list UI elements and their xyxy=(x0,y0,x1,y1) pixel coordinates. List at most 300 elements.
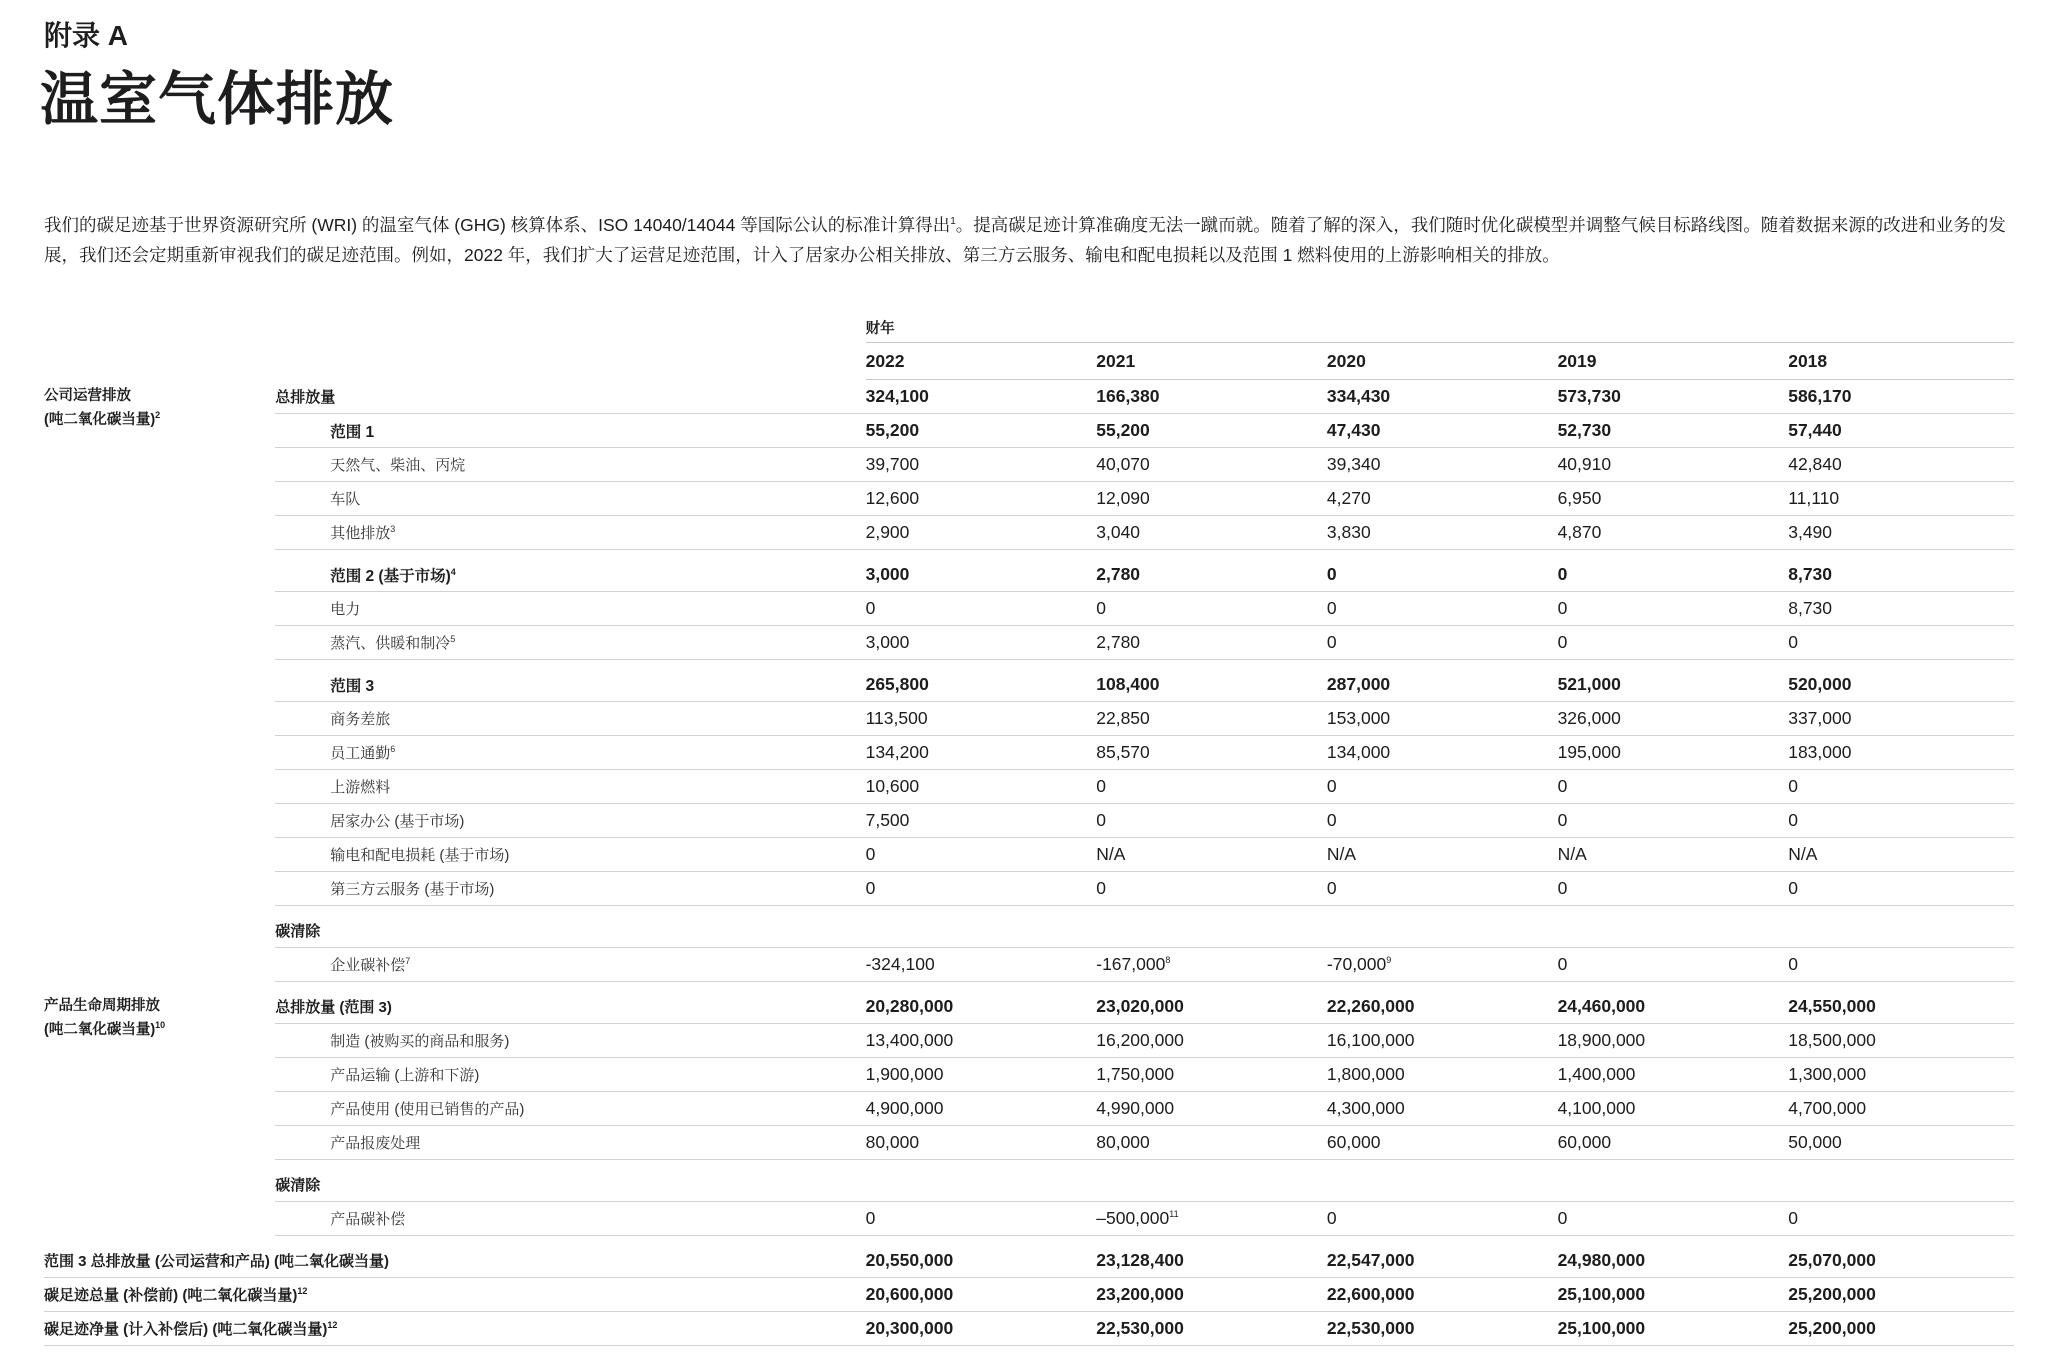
value-cell-2021 xyxy=(1096,1244,1327,1278)
value-cell-2021 xyxy=(1096,1126,1327,1160)
value-text: 1,300,000 xyxy=(1788,1064,1867,1084)
value-text: 16,100,000 xyxy=(1326,1030,1415,1050)
scope1-item-row xyxy=(44,516,2014,550)
value-cell-2018 xyxy=(1788,380,2014,414)
fiscal-year-label: 财年 xyxy=(865,321,895,337)
scope1-row xyxy=(44,414,2014,448)
value-cell-2021 xyxy=(1096,380,1327,414)
value-cell-2019 xyxy=(1558,838,1789,872)
row-label-text: 产品使用 (使用已销售的产品) xyxy=(330,1101,525,1118)
value-cell-2020 xyxy=(1327,448,1558,482)
footnote-ref: 2 xyxy=(155,409,161,420)
value-cell-2018 xyxy=(1788,516,2014,550)
value-cell-2020 xyxy=(1327,736,1558,770)
value-cell-2022 xyxy=(866,516,1097,550)
value-text: 1,900,000 xyxy=(865,1064,944,1084)
value-text: 20,550,000 xyxy=(865,1250,954,1270)
row-label xyxy=(275,1058,865,1092)
value-cell-2021 xyxy=(1096,1024,1327,1058)
row-label xyxy=(275,702,865,736)
value-cell-2021 xyxy=(1096,448,1327,482)
value-text: 25,070,000 xyxy=(1788,1250,1876,1270)
value-cell-2019 xyxy=(1558,1312,1789,1346)
value-cell-2018 xyxy=(1788,872,2014,906)
row-label-text: 产品碳补偿 xyxy=(330,1211,406,1228)
empty-cell xyxy=(866,914,2014,948)
value-cell-2018 xyxy=(1788,1058,2014,1092)
value-text: 39,340 xyxy=(1326,454,1381,474)
value-cell-2019 xyxy=(1558,736,1789,770)
value-text: 0 xyxy=(1788,632,1798,652)
spacer-row xyxy=(44,1236,2014,1245)
value-cell-2022 xyxy=(866,1202,1097,1236)
value-text: 0 xyxy=(1557,810,1568,830)
value-text: 1,800,000 xyxy=(1326,1064,1405,1084)
value-cell-2019 xyxy=(1558,380,1789,414)
value-text: 0 xyxy=(1788,776,1798,796)
value-cell-2021 xyxy=(1096,626,1327,660)
value-text: 22,530,000 xyxy=(1326,1318,1415,1338)
group-title: 公司运营排放 xyxy=(44,387,131,404)
value-cell-2018 xyxy=(1788,668,2014,702)
value-text: 25,200,000 xyxy=(1788,1284,1876,1304)
value-text: 22,530,000 xyxy=(1096,1318,1184,1338)
value-text: 3,040 xyxy=(1096,522,1141,542)
value-text: 55,200 xyxy=(865,420,920,440)
value-cell-2019 xyxy=(1558,592,1789,626)
value-cell-2020 xyxy=(1327,558,1558,592)
footnote-ref: 8 xyxy=(1165,955,1171,966)
value-cell-2018 xyxy=(1788,990,2014,1024)
value-text: 108,400 xyxy=(1096,674,1160,694)
value-text: 11,110 xyxy=(1788,488,1840,508)
value-text: 0 xyxy=(1326,878,1337,898)
value-text: 50,000 xyxy=(1788,1132,1842,1152)
group-unit-text: (吨二氧化碳当量) xyxy=(44,1022,156,1038)
value-text: 52,730 xyxy=(1557,420,1612,440)
value-cell-2020 xyxy=(1327,948,1558,982)
value-cell-2020 xyxy=(1327,838,1558,872)
value-cell-2021 xyxy=(1096,1092,1327,1126)
value-cell-2020 xyxy=(1327,592,1558,626)
value-cell-2019 xyxy=(1558,1202,1789,1236)
value-cell-2022 xyxy=(866,804,1097,838)
value-cell-2022 xyxy=(866,626,1097,660)
product-removals-row xyxy=(44,1168,2014,1202)
value-text: 586,170 xyxy=(1788,386,1852,406)
value-text: 57,440 xyxy=(1788,420,1842,440)
summary-row xyxy=(44,1244,2014,1278)
value-text: N/A xyxy=(1326,844,1357,864)
empty-cell xyxy=(866,1168,2014,1202)
row-label xyxy=(275,414,865,448)
value-text: 24,980,000 xyxy=(1557,1250,1646,1270)
footnote-ref: 3 xyxy=(390,524,396,534)
value-cell-2018 xyxy=(1788,1092,2014,1126)
value-cell-2019 xyxy=(1558,770,1789,804)
value-text: 0 xyxy=(865,878,876,898)
row-label xyxy=(275,558,865,592)
value-cell-2020 xyxy=(1327,990,1558,1024)
value-text: 24,460,000 xyxy=(1557,996,1646,1016)
value-cell-2018 xyxy=(1788,736,2014,770)
value-cell-2020 xyxy=(1327,1092,1558,1126)
row-label-text: 输电和配电损耗 (基于市场) xyxy=(330,847,510,864)
value-cell-2022 xyxy=(866,1024,1097,1058)
value-cell-2018 xyxy=(1788,414,2014,448)
scope2-item-row xyxy=(44,626,2014,660)
value-cell-2020 xyxy=(1327,1058,1558,1092)
value-cell-2022 xyxy=(866,558,1097,592)
summary-row xyxy=(44,1312,2014,1346)
value-text: N/A xyxy=(1788,844,1818,864)
row-label-text: 产品报废处理 xyxy=(330,1135,421,1152)
value-cell-2018 xyxy=(1788,1202,2014,1236)
spacer-row xyxy=(44,1160,2014,1169)
value-cell-2018 xyxy=(1788,626,2014,660)
value-cell-2021 xyxy=(1096,736,1327,770)
row-label-text: 碳清除 xyxy=(275,923,321,940)
value-text: 20,300,000 xyxy=(865,1318,954,1338)
scope1-item-row xyxy=(44,482,2014,516)
value-text: 20,280,000 xyxy=(865,996,954,1016)
row-label xyxy=(275,770,865,804)
value-cell-2019 xyxy=(1558,626,1789,660)
value-cell-2018 xyxy=(1788,770,2014,804)
value-text: 0 xyxy=(1788,954,1798,974)
value-cell-2022 xyxy=(866,1312,1097,1346)
value-text: 2,900 xyxy=(865,522,910,542)
row-label xyxy=(275,516,865,550)
value-cell-2021 xyxy=(1096,770,1327,804)
value-text: 166,380 xyxy=(1096,386,1160,406)
value-cell-2022 xyxy=(866,1278,1097,1312)
value-text: 0 xyxy=(1557,564,1568,584)
value-text: 520,000 xyxy=(1788,674,1852,694)
value-cell-2019 xyxy=(1558,482,1789,516)
value-text: 60,000 xyxy=(1326,1132,1381,1152)
value-cell-2019 xyxy=(1558,1092,1789,1126)
product-total-row xyxy=(44,990,2014,1024)
value-cell-2020 xyxy=(1327,1202,1558,1236)
value-cell-2019 xyxy=(1558,1058,1789,1092)
spacer-cell xyxy=(275,1160,2014,1169)
group-unit xyxy=(44,408,275,432)
value-cell-2021 xyxy=(1096,668,1327,702)
value-text: 3,830 xyxy=(1326,522,1371,542)
scope3-item-row xyxy=(44,838,2014,872)
footnote-ref: 12 xyxy=(297,1286,308,1296)
group-unit-text: (吨二氧化碳当量) xyxy=(44,411,156,428)
scope1-item-row xyxy=(44,448,2014,482)
value-text: 40,070 xyxy=(1096,454,1150,474)
value-cell-2022 xyxy=(866,990,1097,1024)
row-label xyxy=(275,1168,865,1202)
summary-label-text: 范围 3 总排放量 (公司运营和产品) (吨二氧化碳当量) xyxy=(44,1253,389,1270)
footnote-ref: 7 xyxy=(405,956,411,966)
value-text: 12,600 xyxy=(865,488,920,508)
year-header: 2022 xyxy=(866,343,1097,380)
row-label-text: 制造 (被购买的商品和服务) xyxy=(330,1033,510,1050)
value-text: 40,910 xyxy=(1557,454,1612,474)
year-header: 2021 xyxy=(1096,343,1327,380)
value-cell-2022 xyxy=(866,736,1097,770)
value-cell-2019 xyxy=(1558,516,1789,550)
row-label xyxy=(275,838,865,872)
footnote-ref: 4 xyxy=(450,566,456,577)
summary-label xyxy=(44,1244,866,1278)
value-text: 337,000 xyxy=(1788,708,1852,728)
value-text: 22,547,000 xyxy=(1326,1250,1415,1270)
row-label xyxy=(275,592,865,626)
footnote-ref: 9 xyxy=(1386,955,1392,966)
value-cell-2021 xyxy=(1096,1202,1327,1236)
value-cell-2019 xyxy=(1558,702,1789,736)
value-cell-2022 xyxy=(866,872,1097,906)
fiscal-year-row xyxy=(44,304,2014,343)
value-cell-2021 xyxy=(1096,838,1327,872)
value-cell-2019 xyxy=(1558,1278,1789,1312)
scope2-row xyxy=(44,558,2014,592)
value-cell-2019 xyxy=(1558,448,1789,482)
product-item-row xyxy=(44,1126,2014,1160)
value-text: 153,000 xyxy=(1326,708,1391,728)
value-cell-2018 xyxy=(1788,1312,2014,1346)
row-label-text: 商务差旅 xyxy=(330,711,391,728)
value-text: 0 xyxy=(865,598,876,618)
footnote-ref: 1 xyxy=(950,215,956,227)
value-cell-2018 xyxy=(1788,592,2014,626)
value-cell-2019 xyxy=(1558,948,1789,982)
value-cell-2022 xyxy=(866,948,1097,982)
scope3-item-row xyxy=(44,702,2014,736)
value-cell-2022 xyxy=(866,1244,1097,1278)
value-text: N/A xyxy=(1096,844,1126,864)
value-cell-2020 xyxy=(1327,770,1558,804)
value-cell-2020 xyxy=(1327,1244,1558,1278)
value-cell-2019 xyxy=(1558,990,1789,1024)
value-text: 0 xyxy=(1557,632,1568,652)
spacer-row xyxy=(44,906,2014,915)
value-cell-2020 xyxy=(1327,380,1558,414)
product-item-row xyxy=(44,1058,2014,1092)
value-cell-2021 xyxy=(1096,948,1327,982)
value-cell-2019 xyxy=(1558,872,1789,906)
value-text: 2,780 xyxy=(1096,564,1141,584)
value-cell-2018 xyxy=(1788,558,2014,592)
group-unit xyxy=(44,1018,275,1042)
row-label-text: 碳清除 xyxy=(275,1177,321,1194)
row-label-text: 产品运输 (上游和下游) xyxy=(330,1067,480,1084)
value-cell-2020 xyxy=(1327,516,1558,550)
value-text: 0 xyxy=(1788,1208,1798,1228)
value-text: 0 xyxy=(1788,810,1798,830)
row-label-text: 范围 3 xyxy=(330,677,375,695)
empty-cell xyxy=(44,343,275,380)
value-cell-2019 xyxy=(1558,1244,1789,1278)
value-text: 521,000 xyxy=(1557,674,1621,694)
value-text: 20,600,000 xyxy=(865,1284,954,1304)
year-header-row xyxy=(44,343,2014,380)
value-cell-2020 xyxy=(1327,702,1558,736)
value-text: 4,100,000 xyxy=(1557,1098,1636,1118)
value-text: 25,100,000 xyxy=(1557,1284,1646,1304)
row-label-text: 总排放量 (范围 3) xyxy=(275,999,392,1016)
value-cell-2021 xyxy=(1096,702,1327,736)
scope3-item-row xyxy=(44,770,2014,804)
value-text: 4,990,000 xyxy=(1096,1098,1175,1118)
row-label xyxy=(275,668,865,702)
value-text: 12,090 xyxy=(1096,488,1150,508)
year-header: 2018 xyxy=(1788,343,2014,380)
row-label xyxy=(275,914,865,948)
product-offset-row xyxy=(44,1202,2014,1236)
product-item-row xyxy=(44,1024,2014,1058)
value-text: 23,020,000 xyxy=(1096,996,1184,1016)
value-cell-2019 xyxy=(1558,668,1789,702)
value-text: 3,000 xyxy=(865,632,910,652)
footnote-ref: 10 xyxy=(155,1020,166,1031)
value-text: –500,000 xyxy=(1096,1208,1170,1228)
row-label-text: 总排放量 xyxy=(275,388,336,406)
value-text: 334,430 xyxy=(1326,386,1391,406)
value-cell-2020 xyxy=(1327,1312,1558,1346)
footnote-ref: 12 xyxy=(327,1320,338,1330)
value-text: 25,100,000 xyxy=(1557,1318,1646,1338)
appendix-label: 附录 A xyxy=(44,20,129,51)
value-cell-2022 xyxy=(866,838,1097,872)
value-cell-2020 xyxy=(1327,1278,1558,1312)
value-cell-2021 xyxy=(1096,414,1327,448)
value-text: 23,128,400 xyxy=(1096,1250,1184,1270)
value-cell-2022 xyxy=(866,414,1097,448)
value-text: 1,400,000 xyxy=(1557,1064,1636,1084)
value-text: 60,000 xyxy=(1557,1132,1612,1152)
spacer-row xyxy=(44,660,2014,669)
value-text: 4,270 xyxy=(1326,488,1371,508)
row-label xyxy=(275,626,865,660)
value-text: 113,500 xyxy=(865,708,928,728)
row-label-text: 天然气、柴油、丙烷 xyxy=(330,457,466,474)
value-text: 0 xyxy=(1788,878,1798,898)
value-cell-2018 xyxy=(1788,1244,2014,1278)
value-cell-2021 xyxy=(1096,482,1327,516)
corporate-total-row xyxy=(44,380,2014,414)
row-label-text: 上游燃料 xyxy=(330,779,391,796)
row-label-text: 电力 xyxy=(330,601,361,618)
value-text: 4,700,000 xyxy=(1788,1098,1867,1118)
spacer-cell xyxy=(275,550,2014,559)
value-text: 8,730 xyxy=(1788,598,1833,618)
value-cell-2018 xyxy=(1788,1126,2014,1160)
value-text: 287,000 xyxy=(1326,674,1391,694)
value-text: 134,200 xyxy=(865,742,929,762)
value-text: 183,000 xyxy=(1788,742,1852,762)
value-cell-2019 xyxy=(1558,414,1789,448)
table-body xyxy=(44,304,2014,1346)
row-label-text: 车队 xyxy=(330,491,361,508)
scope2-item-row xyxy=(44,592,2014,626)
value-text: 324,100 xyxy=(865,386,929,406)
value-text: 0 xyxy=(1557,1208,1568,1228)
row-label xyxy=(275,1024,865,1058)
value-text: 23,200,000 xyxy=(1096,1284,1184,1304)
spacer-cell xyxy=(275,660,2014,669)
intro-text: 我们的碳足迹基于世界资源研究所 (WRI) 的温室气体 (GHG) 核算体系、ISO 14040/14044 等国际公认的标准计算得出 xyxy=(44,214,951,235)
row-label-text: 范围 1 xyxy=(330,423,375,441)
value-cell-2020 xyxy=(1327,414,1558,448)
value-cell-2021 xyxy=(1096,1058,1327,1092)
row-label-text: 第三方云服务 (基于市场) xyxy=(330,881,495,898)
row-label xyxy=(275,482,865,516)
value-cell-2018 xyxy=(1788,448,2014,482)
value-text: 80,000 xyxy=(1096,1132,1150,1152)
value-cell-2019 xyxy=(1558,1024,1789,1058)
intro-text-cont: 。提高碳足迹计算准确度无法一蹴而就。随着了解的深入，我们随时优化碳模型并调整气候目标路线图。随着数据来源的改进和业务的发展，我们还会定期重新审视我们的碳足迹范围。例如，2022 年，我们扩大了运营足迹范围，计入了居家办公相关排放、第三方云服务、输电和配电损耗以及范围 1 燃料使用的上游影响相关的排放。 xyxy=(44,214,2006,265)
row-label-text: 蒸汽、供暖和制冷 xyxy=(330,635,451,652)
value-text: 8,730 xyxy=(1788,564,1833,584)
spacer-row xyxy=(44,982,2014,991)
value-text: 18,900,000 xyxy=(1557,1030,1646,1050)
value-cell-2022 xyxy=(866,668,1097,702)
value-cell-2019 xyxy=(1558,558,1789,592)
value-cell-2021 xyxy=(1096,990,1327,1024)
value-cell-2020 xyxy=(1327,1024,1558,1058)
value-text: 10,600 xyxy=(865,776,920,796)
value-text: 195,000 xyxy=(1557,742,1621,762)
value-text: 0 xyxy=(1096,878,1106,898)
value-text: 2,780 xyxy=(1096,632,1141,652)
group-title: 产品生命周期排放 xyxy=(44,998,160,1014)
value-cell-2020 xyxy=(1327,482,1558,516)
value-text: 4,300,000 xyxy=(1326,1098,1405,1118)
value-cell-2020 xyxy=(1327,668,1558,702)
summary-label xyxy=(44,1312,866,1346)
value-text: 39,700 xyxy=(865,454,920,474)
row-label xyxy=(275,872,865,906)
scope3-item-row xyxy=(44,872,2014,906)
row-label xyxy=(275,804,865,838)
value-text: -324,100 xyxy=(865,954,935,974)
product-item-row xyxy=(44,1092,2014,1126)
value-text: 3,490 xyxy=(1788,522,1833,542)
value-cell-2021 xyxy=(1096,872,1327,906)
value-text: 0 xyxy=(1326,810,1337,830)
value-cell-2021 xyxy=(1096,516,1327,550)
row-label-text: 范围 2 (基于市场) xyxy=(330,567,451,585)
value-cell-2020 xyxy=(1327,872,1558,906)
value-cell-2020 xyxy=(1327,1126,1558,1160)
ghg-emissions-table xyxy=(44,304,2014,1346)
value-cell-2021 xyxy=(1096,1278,1327,1312)
value-cell-2018 xyxy=(1788,838,2014,872)
spacer-cell xyxy=(275,906,2014,915)
footnote-ref: 6 xyxy=(390,744,396,754)
value-text: 0 xyxy=(1096,776,1106,796)
value-cell-2018 xyxy=(1788,948,2014,982)
spacer-row xyxy=(44,550,2014,559)
value-text: 0 xyxy=(865,844,876,864)
value-text: 4,870 xyxy=(1557,522,1602,542)
value-text: 47,430 xyxy=(1326,420,1381,440)
value-text: 22,260,000 xyxy=(1326,996,1415,1016)
scope3-row xyxy=(44,668,2014,702)
scope3-item-row xyxy=(44,804,2014,838)
row-label-text: 居家办公 (基于市场) xyxy=(330,813,465,830)
value-cell-2022 xyxy=(866,1126,1097,1160)
value-text: 6,950 xyxy=(1557,488,1602,508)
summary-row xyxy=(44,1278,2014,1312)
